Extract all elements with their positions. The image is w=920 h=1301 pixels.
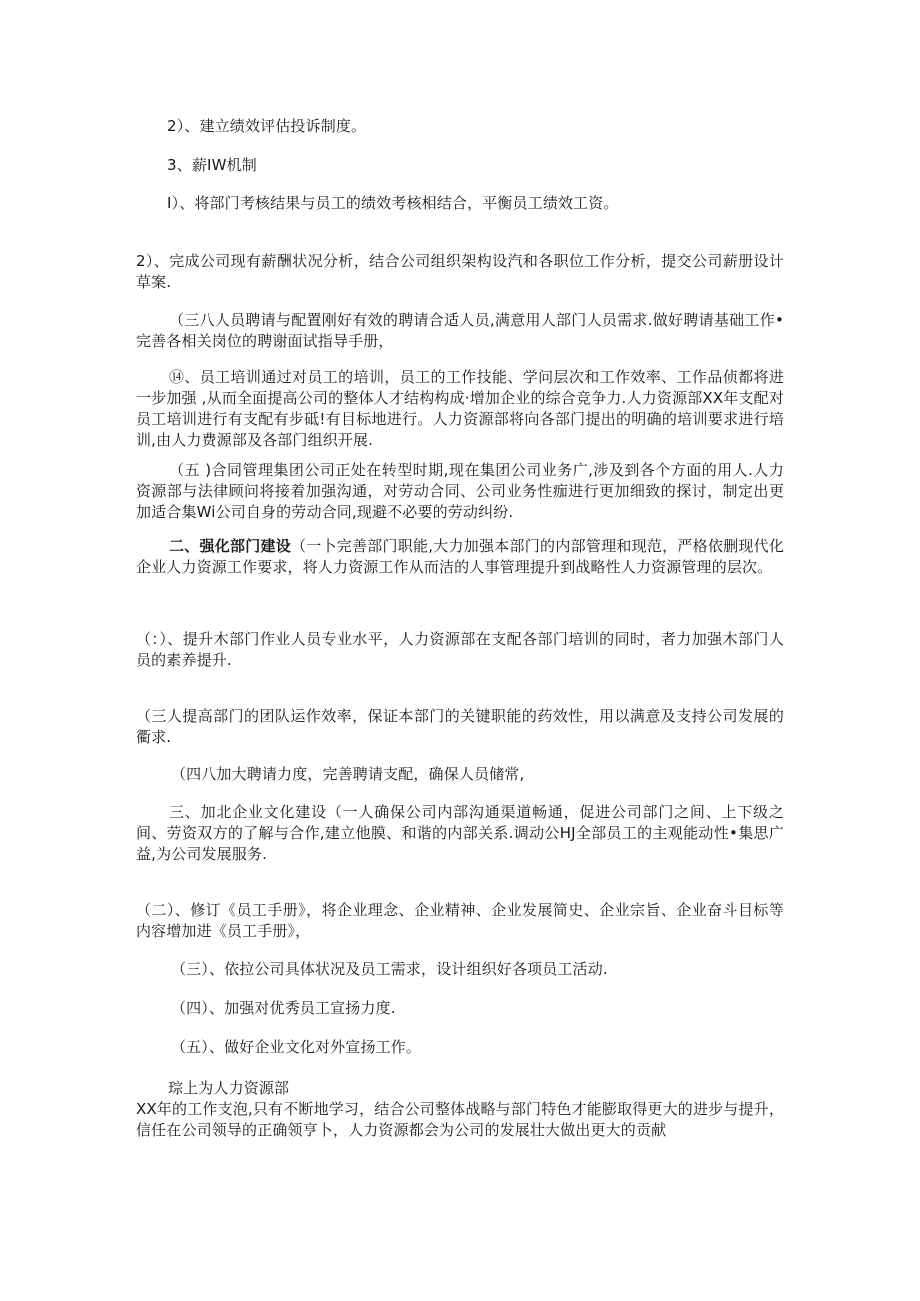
paragraph-department-building — [136, 536, 784, 578]
paragraph-contract-management: （五 )合同管理集团公司正处在转型时期,现在集团公司业务广,涉及到各个方面的用人.人力资源部与法律顾问将接着加强沟通，对劳动合同、公司业务性痂进行更加细致的探讨，制定出更加适合集Wi公司自身的劳动合同,现避不必要的劳动纠纷. — [136, 461, 784, 521]
paragraph-training: ⑭、员工培训通过对员工的培训，员工的工作技能、学问层次和工作效率、工作品侦都将进一步加强 ,从而全面提高公司的整体人才结构构成·增加企业的综合竞争力.人力资源部XX年支配对员工培训进行有支配有步砥!有目标地进行。人力资源部将向各部门提出的明确的培训要求进行培训,由人力费源部及各部门组织开展. — [136, 368, 784, 449]
section-heading-department: 二、强化部门建设 — [169, 537, 292, 555]
paragraph-summary-body: XX年的工作支泡,只有不断地学习，结合公司整体战略与部门特色才能膨取得更大的进步与提升，信任在公司领导的正确领亨卜，人力资源都会为公司的发展壮大做出更大的贡献 — [136, 1100, 784, 1139]
paragraph-recruitment: （三八人员聘请与配置刚好有效的聘请合适人员,满意用人部门人员需求.做好聘请基础工作•完善各相关岗位的聘谢面试指导手册， — [136, 311, 784, 350]
paragraph-external-promotion: （五）、做好企业文化对外宣扬工作。 — [171, 1038, 422, 1056]
paragraph-employee-activities: （三）、依拉公司具体状况及员工需求，设计组织好各项员工活动. — [171, 960, 608, 978]
paragraph-culture-building: 三、加北企业文化建设（一人确保公司内部沟通渠道畅通，促进公司部门之间、上下级之间、劳资双方的了解与合作,建立他膜、和谐的内部关系.调动公HJ全部员工的主观能动性•集思广益,为公司发展服务. — [136, 803, 784, 863]
paragraph-staff-quality: （：）、提升木部门作业人员专业水平，人力资源部在支配各部门培训的同时，者力加强木部门人员的素养提升. — [136, 630, 784, 669]
paragraph-excellent-staff: （四）、加强对优秀员工宣扬力度. — [171, 999, 396, 1017]
paragraph-performance-complaint: 2）、建立绩效评估投诉制度。 — [167, 117, 367, 135]
paragraph-employee-handbook: （二）、修订《员工手册》，将企业理念、企业精神、企业发展简史、企业宗旨、企业奋斗目标等内容增加进《员工手册》， — [136, 901, 784, 940]
paragraph-team-efficiency: （三人提高部门的团队运作效率，保证本部门的关键职能的药效性，用以满意及支持公司发展的衢求. — [136, 707, 784, 746]
paragraph-summary-lead: 琮上为人力资源部 — [168, 1079, 290, 1097]
heading-salary-mechanism: 3、薪IW机制 — [167, 156, 257, 174]
paragraph-salary-2: 2）、完成公司现有薪酬状况分析，结合公司组织架构设汽和各职位工作分析，提交公司薪册设计草案. — [136, 252, 784, 291]
paragraph-salary-1: I）、将部门考核结果与员工的绩效考核相结合，平衡员工绩效工资。 — [167, 194, 619, 212]
paragraph-recruitment-effort: （四八加大聘请力度，完善聘请支配，确保人员储常, — [171, 765, 525, 783]
section-department-body: （一卜完善部门职能,大力加强本部门的内部管理和现范，严格依删现代化企业人力资源工作要求，将人力资源工作从而洁的人事管理提升到战略性人力资源管理的层次。 — [136, 537, 784, 576]
